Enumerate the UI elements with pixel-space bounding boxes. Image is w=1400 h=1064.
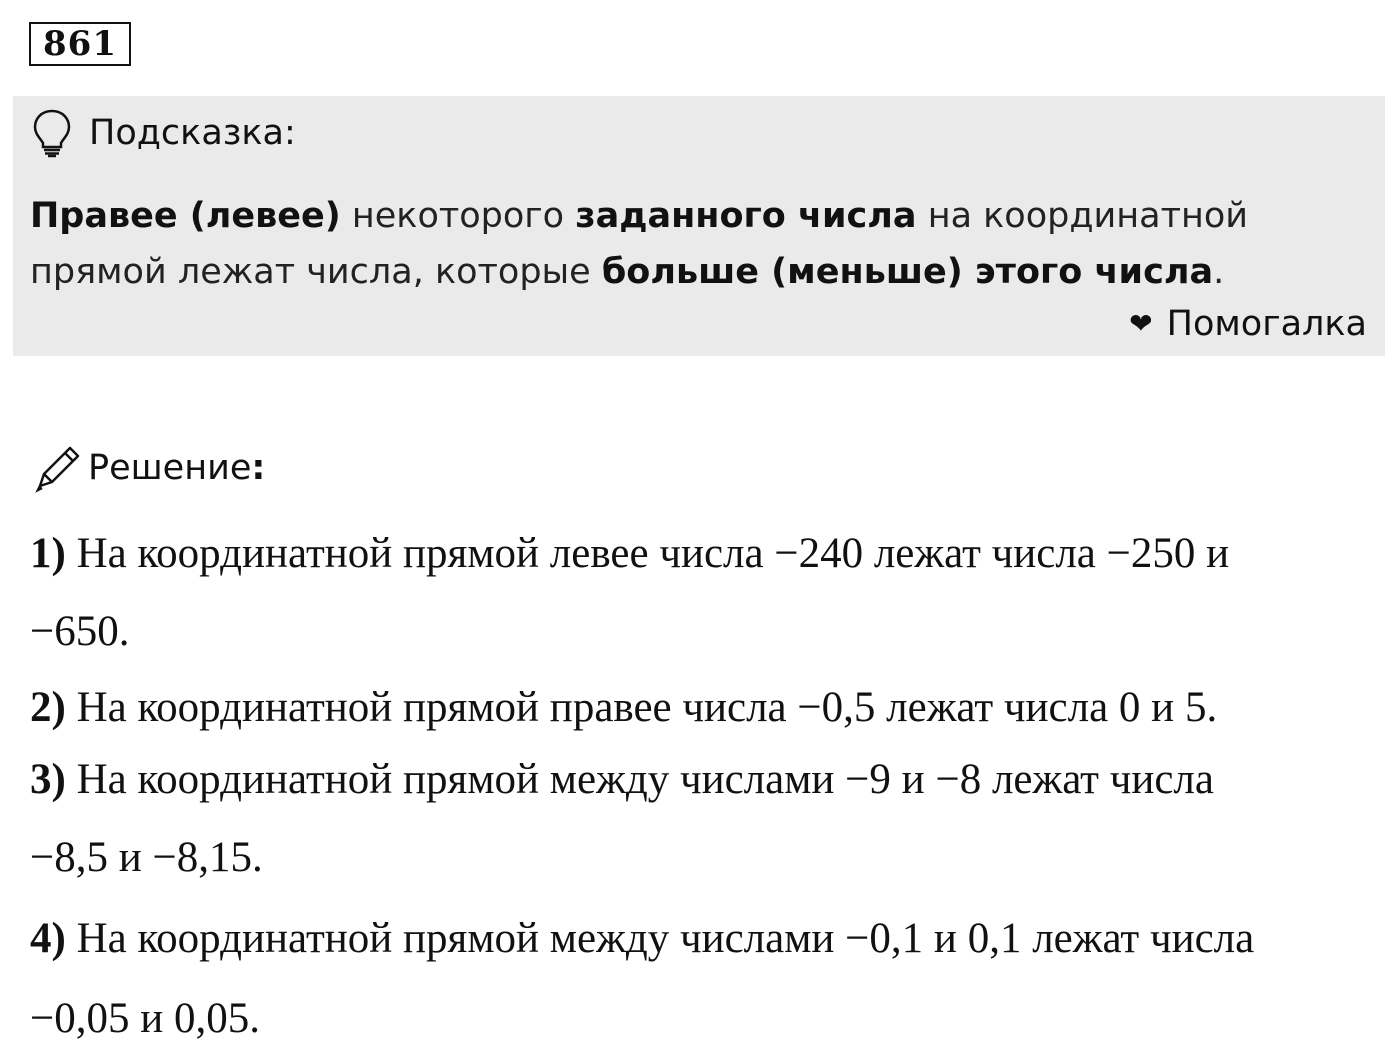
heart-icon: ❤ xyxy=(1129,307,1153,340)
hint-bold-given-number: заданного числа xyxy=(575,196,917,236)
solution-item-3 xyxy=(30,741,1380,897)
hint-line-1 xyxy=(30,188,1350,244)
pencil-icon xyxy=(32,442,84,494)
credit xyxy=(1129,304,1367,344)
hint-text-segment: некоторого xyxy=(340,196,576,236)
hint-box xyxy=(13,96,1385,356)
item-continuation: −650. xyxy=(30,608,130,655)
lightbulb-icon xyxy=(31,108,73,158)
item-continuation: −0,05 и 0,05. xyxy=(30,995,261,1042)
hint-text-segment: на координатной xyxy=(916,196,1249,236)
solution-item-2 xyxy=(30,675,1380,741)
hint-bold-right-left: Правее (левее) xyxy=(30,196,341,236)
credit-label: Помогалка xyxy=(1166,304,1367,344)
item-text: На координатной прямой левее числа −240 лежат числа −250 и xyxy=(65,530,1230,577)
hint-title: Подсказка: xyxy=(89,113,296,153)
task-number: 861 xyxy=(29,22,131,66)
item-continuation: −8,5 и −8,15. xyxy=(30,834,263,881)
solution-item-4 xyxy=(30,899,1380,1059)
solution-item-1 xyxy=(30,515,1380,671)
hint-line-2 xyxy=(30,244,1350,300)
item-number: 2) xyxy=(30,684,66,731)
item-number: 1) xyxy=(30,530,66,577)
solution-title: Решение : xyxy=(88,448,265,488)
item-text: На координатной прямой правее числа −0,5 лежат числа 0 и 5. xyxy=(65,684,1218,731)
hint-header xyxy=(31,108,296,158)
solution-header xyxy=(32,440,265,496)
item-number: 4) xyxy=(30,915,66,962)
item-text: На координатной прямой между числами −9 и −8 лежат числа xyxy=(65,756,1214,803)
hint-text-segment: . xyxy=(1213,252,1225,292)
item-text: На координатной прямой между числами −0,1 и 0,1 лежат числа xyxy=(65,915,1255,962)
solution-list xyxy=(30,515,1380,1059)
item-number: 3) xyxy=(30,756,66,803)
hint-text xyxy=(30,188,1350,300)
hint-bold-greater-less: больше (меньше) этого числа xyxy=(601,252,1214,292)
hint-text-segment: прямой лежат числа, которые xyxy=(30,252,602,292)
